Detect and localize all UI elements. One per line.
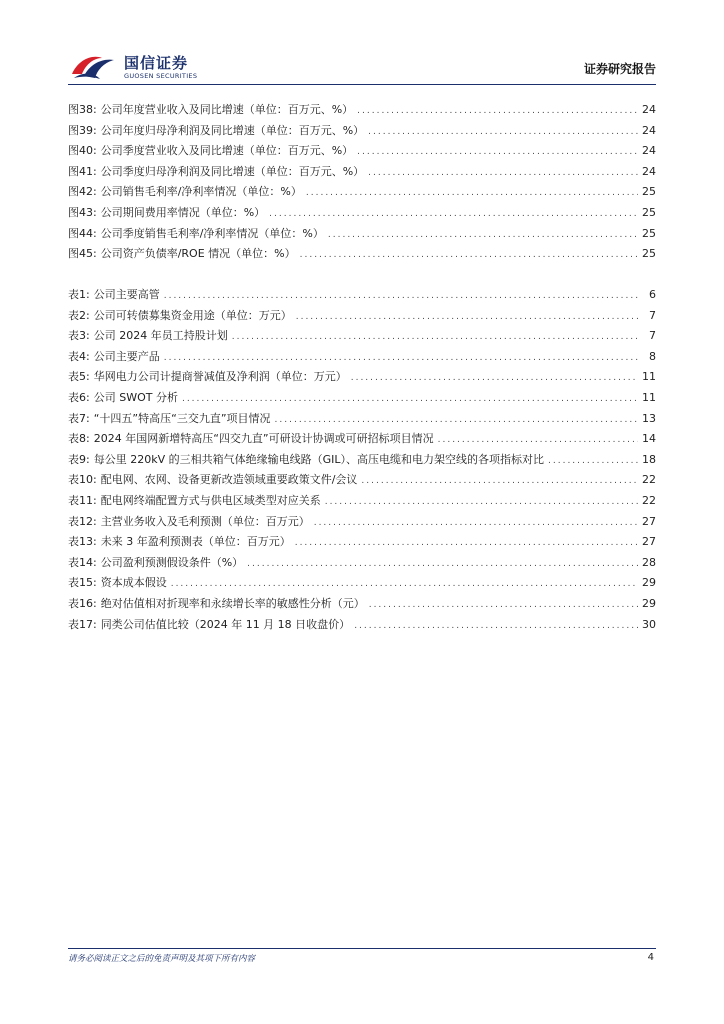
toc-entry-page: 27: [642, 535, 656, 549]
toc-entry-number: 表9:: [68, 452, 90, 466]
toc-entry-page: 27: [642, 514, 656, 528]
toc-entry-title: 公司资产负债率/ROE 情况（单位：%）: [100, 247, 296, 261]
toc-entry-title: 每公里 220kV 的三相共箱气体绝缘输电线路（GIL）、高压电缆和电力架空线的各项指标对比: [93, 452, 544, 466]
toc-entry-number: 表1:: [68, 288, 90, 301]
dot-leader: [548, 456, 638, 466]
toc-entry-title: 公司期间费用率情况（单位：%）: [100, 205, 266, 219]
toc-entry-number: 表5:: [68, 370, 90, 384]
dot-leader: [164, 291, 640, 301]
toc-entry-number: 表6:: [68, 390, 90, 404]
toc-entry-page: 25: [642, 185, 656, 199]
toc-entry-title: 公司年度归母净利润及同比增速（单位：百万元、%）: [100, 123, 365, 137]
toc-entry-page: 29: [642, 576, 656, 590]
figure-index-entry[interactable]: [68, 101, 656, 122]
toc-entry-page: 14: [642, 432, 656, 446]
guosen-logo-icon: [68, 52, 118, 82]
toc-entry-number: 表10:: [68, 473, 97, 487]
toc-entry-title: 公司 SWOT 分析: [93, 390, 178, 404]
table-index-entry[interactable]: [68, 595, 656, 616]
toc-entry-title: 公司主要产品: [93, 349, 160, 363]
dot-leader: [351, 373, 638, 383]
toc-entry-page: 24: [642, 164, 656, 178]
toc-entry-number: 图39:: [68, 123, 97, 137]
toc-entry-number: 图42:: [68, 185, 97, 199]
toc-entry-number: 图43:: [68, 205, 97, 219]
dot-leader: [368, 168, 638, 178]
dot-leader: [325, 497, 638, 507]
dot-leader: [164, 353, 640, 363]
dot-leader: [269, 209, 638, 219]
figure-index-list: [68, 101, 656, 266]
logo-chinese-name: 国信证券: [124, 53, 189, 72]
dot-leader: [182, 394, 638, 404]
toc-entry-page: 7: [649, 329, 656, 343]
toc-entry-page: 22: [642, 473, 656, 487]
toc-entry-number: 图38:: [68, 103, 97, 116]
dot-leader: [296, 312, 640, 322]
toc-entry-page: 24: [642, 103, 656, 116]
toc-entry-number: 表4:: [68, 349, 90, 363]
header-divider: [68, 84, 656, 85]
toc-entry-title: 公司销售毛利率/净利率情况（单位：%）: [100, 185, 302, 199]
toc-entry-title: 公司盈利预测假设条件（%）: [100, 555, 244, 569]
dot-leader: [328, 230, 638, 240]
toc-entry-number: 图40:: [68, 144, 97, 158]
toc-entry-title: 公司季度销售毛利率/净利率情况（单位：%）: [100, 226, 324, 240]
toc-entry-page: 22: [642, 493, 656, 507]
toc-entry-title: 公司季度归母净利润及同比增速（单位：百万元、%）: [100, 164, 365, 178]
toc-entry-number: 表11:: [68, 493, 97, 507]
toc-entry-page: 8: [649, 349, 656, 363]
toc-entry-title: 资本成本假设: [100, 576, 167, 590]
table-index-entry[interactable]: [68, 307, 656, 328]
toc-entry-page: 13: [642, 411, 656, 425]
figure-index-entry[interactable]: [68, 204, 656, 225]
figure-index-entry[interactable]: [68, 163, 656, 184]
logo-english-name: GUOSEN SECURITIES: [124, 71, 198, 80]
table-index-entry[interactable]: [68, 286, 656, 307]
page-number: 4: [647, 952, 654, 963]
toc-entry-page: 6: [649, 288, 656, 301]
table-index-entry[interactable]: [68, 554, 656, 575]
toc-entry-title: 未来 3 年盈利预测表（单位：百万元）: [100, 535, 291, 549]
dot-leader: [306, 188, 638, 198]
toc-entry-title: 同类公司估值比较（2024 年 11 月 18 日收盘价）: [100, 617, 351, 631]
figure-index-entry[interactable]: [68, 245, 656, 266]
table-index-entry[interactable]: [68, 533, 656, 554]
table-index-entry[interactable]: [68, 574, 656, 595]
toc-entry-page: 24: [642, 123, 656, 137]
table-index-entry[interactable]: [68, 430, 656, 451]
toc-entry-title: 配电网、农网、设备更新改造领域重要政策文件/会议: [100, 473, 358, 487]
toc-entry-number: 表13:: [68, 535, 97, 549]
toc-entry-page: 28: [642, 555, 656, 569]
toc-entry-page: 18: [642, 452, 656, 466]
dot-leader: [357, 106, 638, 116]
dot-leader: [247, 559, 638, 569]
toc-entry-title: 公司年度营业收入及同比增速（单位：百万元、%）: [100, 103, 354, 116]
table-index-entry[interactable]: [68, 451, 656, 472]
toc-entry-page: 25: [642, 205, 656, 219]
toc-entry-page: 7: [649, 308, 656, 322]
footer-disclaimer: 请务必阅读正文之后的免责声明及其项下所有内容: [68, 954, 256, 964]
toc-entry-title: 华网电力公司计提商誉减值及净利润（单位：万元）: [93, 370, 347, 384]
toc-entry-number: 表12:: [68, 514, 97, 528]
toc-entry-number: 表7:: [68, 411, 90, 425]
dot-leader: [354, 621, 638, 631]
toc-entry-page: 11: [642, 390, 656, 404]
toc-entry-page: 25: [642, 247, 656, 261]
toc-entry-title: 2024 年国网新增特高压“四交九直”可研设计协调或可研招标项目情况: [93, 432, 434, 446]
dot-leader: [171, 579, 638, 589]
toc-entry-title: 公司 2024 年员工持股计划: [93, 329, 228, 343]
dot-leader: [232, 332, 640, 342]
footer-divider: [68, 948, 656, 949]
toc-entry-number: 图45:: [68, 247, 97, 261]
toc-entry-number: 表8:: [68, 432, 90, 446]
toc-entry-number: 图44:: [68, 226, 97, 240]
toc-entry-title: 公司主要高管: [93, 288, 160, 301]
toc-entry-number: 图41:: [68, 164, 97, 178]
dot-leader: [314, 518, 638, 528]
table-index-entry[interactable]: [68, 410, 656, 431]
report-type-label: 证券研究报告: [583, 62, 656, 76]
toc-entry-number: 表3:: [68, 329, 90, 343]
table-index-entry[interactable]: [68, 616, 656, 637]
dot-leader: [295, 538, 638, 548]
table-index-entry[interactable]: [68, 389, 656, 410]
table-index-entry[interactable]: [68, 368, 656, 389]
toc-entry-page: 29: [642, 596, 656, 610]
toc-entry-title: 绝对估值相对折现率和永续增长率的敏感性分析（元）: [100, 596, 365, 610]
figure-index-entry[interactable]: [68, 122, 656, 143]
toc-entry-page: 30: [642, 617, 656, 631]
toc-entry-page: 24: [642, 144, 656, 158]
toc-entry-title: 配电网终端配置方式与供电区域类型对应关系: [100, 493, 321, 507]
dot-leader: [357, 147, 638, 157]
dot-leader: [300, 250, 638, 260]
toc-entry-number: 表17:: [68, 617, 97, 631]
toc-entry-title: 公司可转债募集资金用途（单位：万元）: [93, 308, 292, 322]
figure-index-entry[interactable]: [68, 142, 656, 163]
table-index-entry[interactable]: [68, 492, 656, 513]
figure-index-entry[interactable]: [68, 183, 656, 204]
table-index-entry[interactable]: [68, 327, 656, 348]
table-index-entry[interactable]: [68, 348, 656, 369]
toc-entry-number: 表15:: [68, 576, 97, 590]
toc-entry-number: 表2:: [68, 308, 90, 322]
page-header: [68, 44, 656, 86]
guosen-logo: [68, 50, 197, 84]
toc-entry-title: 主营业务收入及毛利预测（单位：百万元）: [100, 514, 310, 528]
toc-entry-number: 表14:: [68, 555, 97, 569]
figure-index-entry[interactable]: [68, 225, 656, 246]
table-index-entry[interactable]: [68, 513, 656, 534]
dot-leader: [368, 127, 638, 137]
toc-entry-title: “十四五”特高压“三交九直”项目情况: [93, 411, 271, 425]
dot-leader: [361, 476, 638, 486]
toc-entry-page: 25: [642, 226, 656, 240]
toc-entry-page: 11: [642, 370, 656, 384]
toc-entry-title: 公司季度营业收入及同比增速（单位：百万元、%）: [100, 144, 354, 158]
dot-leader: [369, 600, 638, 610]
dot-leader: [275, 415, 638, 425]
dot-leader: [438, 435, 638, 445]
toc-entry-number: 表16:: [68, 596, 97, 610]
table-index-list: [68, 286, 656, 636]
table-index-entry[interactable]: [68, 471, 656, 492]
